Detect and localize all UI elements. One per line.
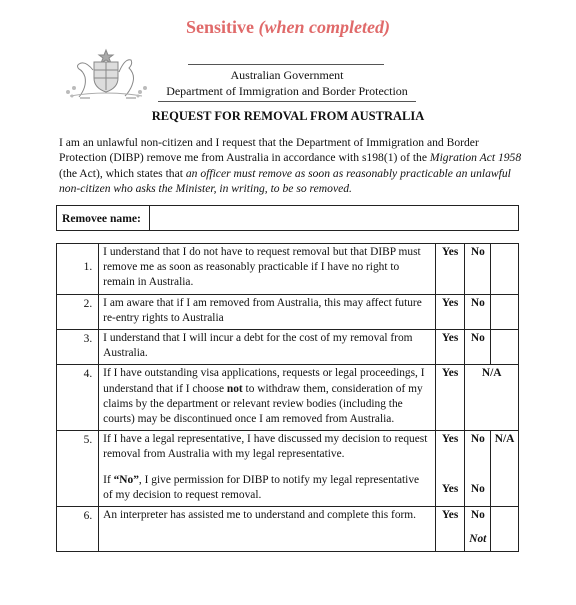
yes-option[interactable]: Yes (435, 330, 465, 365)
intro-paragraph: I am an unlawful non-citizen and I request that the Department of Immigration and Border Protection (DIBP) remove me from Australia in accordance with s198(1) of the Migration Act 1958 (the Act), which states that an officer must remove as soon as reasonably practicable an unlawful non-citizen who asks the Minister, in writing, to be so removed. (59, 136, 522, 196)
no-option[interactable]: No (465, 330, 491, 365)
no-option[interactable]: No (465, 244, 491, 295)
blank-cell (491, 244, 519, 295)
yes-option[interactable]: Yes Yes (435, 431, 465, 507)
question-text: If I have outstanding visa applications, requests or legal proceedings, I understand that if I choose not to withdraw them, consideration of my claims by the department or relevant review bodies (including the courts) may be discontinued once I am removed from Australia. (99, 365, 435, 431)
coat-of-arms-icon (60, 48, 152, 100)
blank-cell (491, 294, 519, 329)
sub-no-option[interactable]: No (470, 483, 485, 496)
no-option[interactable]: No (465, 294, 491, 329)
question-number: 1. (57, 244, 99, 295)
sub-yes-option[interactable]: Yes (441, 483, 459, 496)
removee-name-row (56, 205, 519, 231)
question-number: 4. (57, 365, 99, 431)
question-text: An interpreter has assisted me to understand and complete this form. (99, 507, 435, 552)
question-text: I understand that I will incur a debt for the cost of my removal from Australia. (99, 330, 435, 365)
question-text: I am aware that if I am removed from Australia, this may affect future re-entry rights to Australia (99, 294, 435, 329)
question-text: If I have a legal representative, I have discussed my decision to request removal from Australia with my legal representative. If “No”, I give permission for DIBP to notify my legal representative of my decision to request removal. (99, 431, 435, 507)
blank-cell (491, 330, 519, 365)
gov-name: Australian Government (230, 68, 344, 82)
no-option[interactable]: No Not (465, 507, 491, 552)
table-row (57, 431, 519, 507)
question-number: 6. (57, 507, 99, 552)
form-title: REQUEST FOR REMOVAL FROM AUSTRALIA (151, 109, 425, 123)
yes-option[interactable]: Yes (435, 365, 465, 431)
table-row (57, 244, 519, 295)
department-name: Department of Immigration and Border Protection (158, 84, 416, 102)
blank-cell (491, 507, 519, 552)
removee-name-field[interactable] (150, 206, 518, 230)
not-option[interactable]: Not (469, 533, 487, 546)
government-header (158, 64, 416, 102)
yes-option[interactable]: Yes (435, 244, 465, 295)
sensitive-label: Sensitive (186, 17, 255, 37)
removee-name-label: Removee name: (57, 206, 150, 230)
sub-question-text: If “No”, I give permission for DIBP to notify my legal representative of my decision to request removal. (103, 473, 420, 501)
question-text: I understand that I do not have to request removal but that DIBP must remove me as soon as reasonably practicable if I have no right to remain in Australia. (99, 244, 435, 295)
question-number: 3. (57, 330, 99, 365)
table-row (57, 365, 519, 431)
declaration-table (56, 243, 519, 552)
yes-option[interactable]: Yes (435, 507, 465, 552)
na-option[interactable]: N/A (465, 365, 519, 431)
question-number: 2. (57, 294, 99, 329)
sensitivity-banner (0, 17, 576, 38)
no-option[interactable]: No No (465, 431, 491, 507)
na-option[interactable]: N/A (491, 431, 519, 507)
yes-option[interactable]: Yes (435, 294, 465, 329)
table-row (57, 507, 519, 552)
table-row (57, 330, 519, 365)
table-row (57, 294, 519, 329)
sensitive-note: (when completed) (258, 17, 390, 37)
question-number: 5. (57, 431, 99, 507)
